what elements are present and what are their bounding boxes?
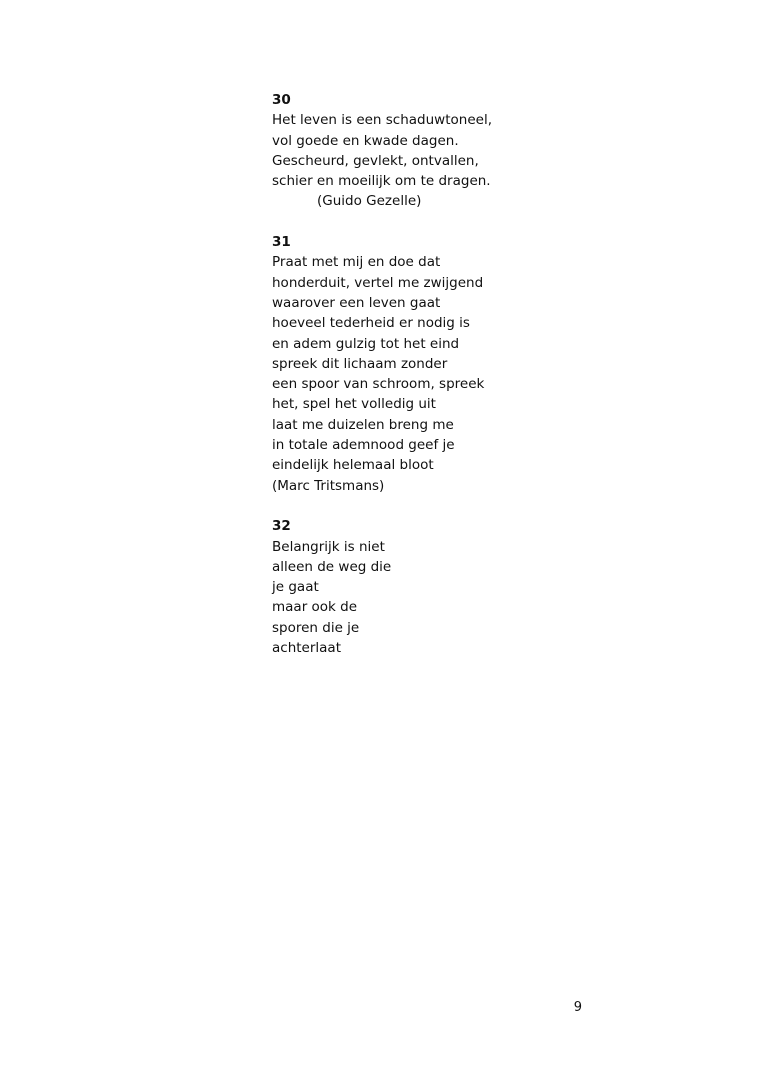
poem-number: 32	[272, 518, 291, 535]
poem-line: Praat met mij en doe dat	[272, 254, 441, 271]
poem-number: 31	[272, 234, 291, 251]
poem-line: een spoor van schroom, spreek	[272, 376, 485, 393]
poem-line: honderduit, vertel me zwijgend	[272, 274, 484, 291]
poem-line: laat me duizelen breng me	[272, 416, 454, 433]
poem-line: spreek dit lichaam zonder	[272, 355, 448, 372]
poem-line: je gaat	[272, 579, 319, 596]
poem-number: 30	[272, 92, 291, 108]
poem-line: hoeveel tederheid er nodig is	[272, 315, 470, 332]
poem-attribution: (Guido Gezelle)	[317, 193, 422, 210]
poem-line: waarover een leven gaat	[272, 294, 441, 311]
poem-line: Belangrijk is niet	[272, 538, 385, 555]
poem-line: Gescheurd, gevlekt, ontvallen,	[272, 152, 479, 169]
poem-line: eindelijk helemaal bloot	[272, 457, 434, 474]
poem-30	[272, 90, 592, 212]
page-number: 9	[573, 1000, 582, 1015]
poem-attribution: (Marc Tritsmans)	[272, 477, 385, 494]
poem-line: achterlaat	[272, 640, 341, 657]
poem-line: schier en moeilijk om te dragen.	[272, 173, 491, 190]
poem-collection	[272, 90, 592, 679]
poem-line: alleen de weg die	[272, 558, 392, 575]
poem-line: Het leven is een schaduwtoneel,	[272, 112, 492, 129]
poem-31	[272, 232, 592, 496]
poem-line: het, spel het volledig uit	[272, 396, 436, 413]
poem-line: vol goede en kwade dagen.	[272, 132, 459, 149]
poem-line: sporen die je	[272, 619, 360, 636]
poem-line: en adem gulzig tot het eind	[272, 335, 460, 352]
poem-line: maar ook de	[272, 599, 358, 616]
poem-line: in totale ademnood geef je	[272, 437, 455, 454]
poem-32	[272, 516, 592, 658]
